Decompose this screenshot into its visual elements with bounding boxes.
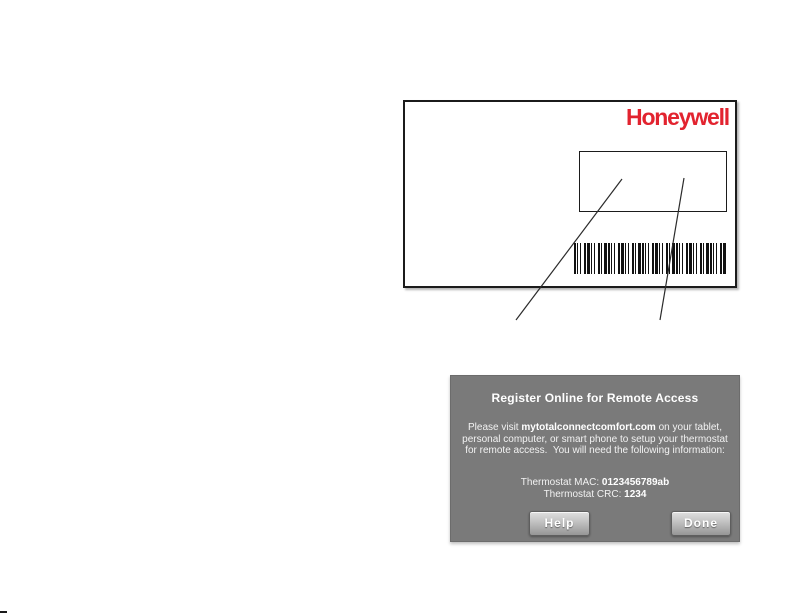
thermostat-screen [450,375,740,542]
screen-body-text [451,422,739,457]
registration-card [403,100,737,288]
crc-label: Thermostat CRC: [543,488,625,500]
honeywell-logo: Honeywell [626,104,729,130]
done-button[interactable]: Done [671,511,731,536]
mac-crc-label-box [579,151,727,212]
screen-info-text [451,477,739,500]
screen-title: Register Online for Remote Access [491,391,699,405]
body-line-1: Please visit mytotalconnectcomfort.com on your tablet, [468,422,722,433]
body-line-3: for remote access. You will need the following information: [465,445,725,456]
mac-line [451,477,739,489]
crc-line [451,489,739,501]
help-button[interactable]: Help [529,511,590,536]
site-url: mytotalconnectcomfort.com [521,422,656,433]
mac-label: Thermostat MAC: [520,477,602,488]
barcode-image [574,243,727,274]
crc-value: 1234 [624,488,647,500]
body-line-2: personal computer, or smart phone to setup your thermostat [462,433,728,445]
mac-value: 0123456789ab [601,477,670,488]
